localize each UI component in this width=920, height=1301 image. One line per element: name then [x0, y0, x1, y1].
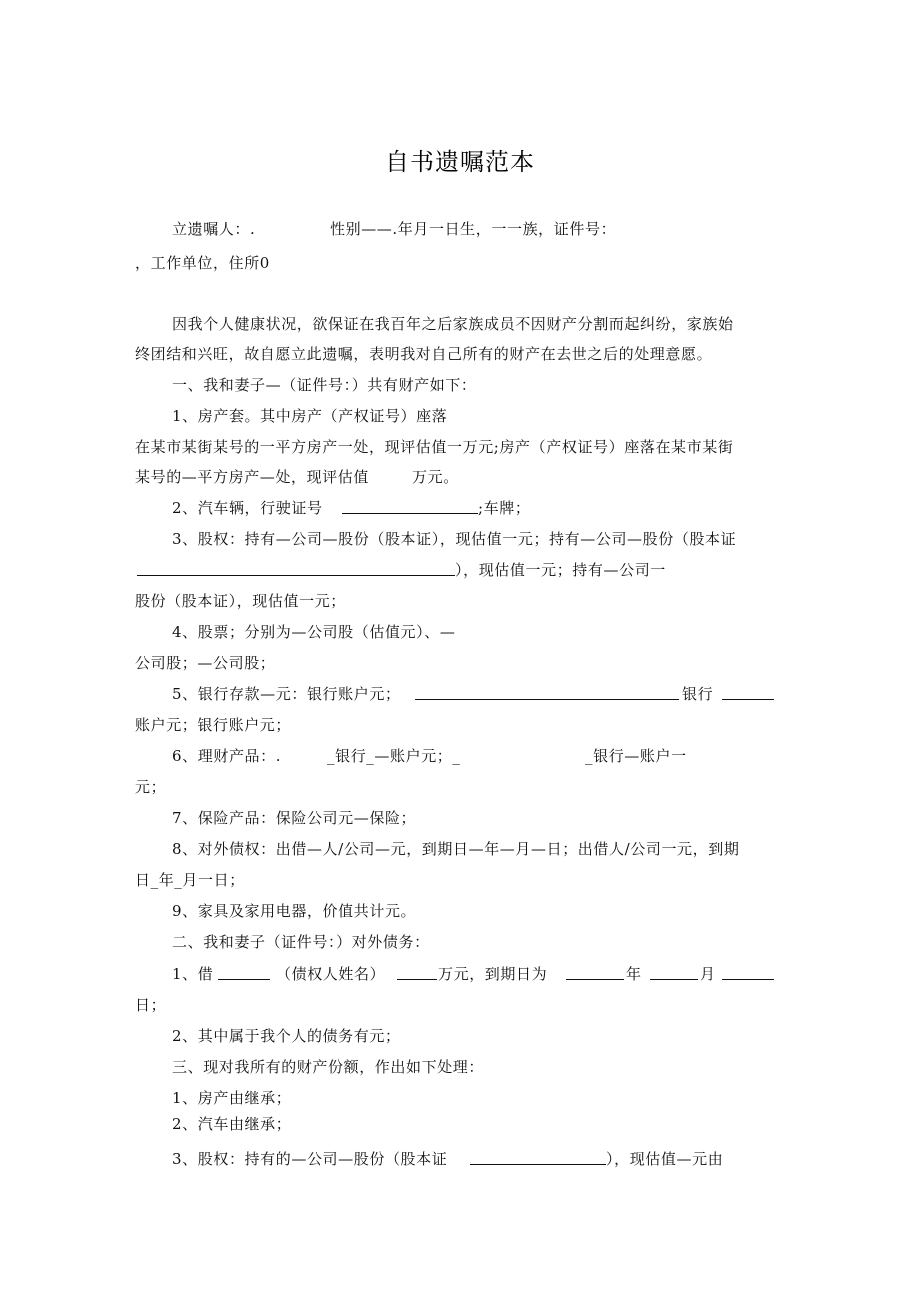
item-1-property-cont-1: 在某市某街某号的一平方房产一处，现评估值一万元;房产（产权证号）座落在某市某街 [135, 438, 734, 456]
item-4-stocks: 4、股票；分别为—公司股（估值元）、— [172, 623, 456, 641]
license-blank [342, 498, 478, 514]
item-5-deposits-cont: 账户元；银行账户元； [135, 716, 292, 734]
item-5-bank: 银行 [682, 685, 714, 703]
disposal-cert-blank [470, 1149, 606, 1165]
section-one-heading: 一、我和妻子—（证件号：）共有财产如下： [172, 376, 477, 394]
item-3-equity: 3、股权：持有—公司—股份（股本证），现估值一元；持有—公司—股份（股本证 [172, 530, 737, 548]
debt-amount-due: 万元，到期日为 [438, 965, 548, 983]
bank-blank-2 [722, 684, 774, 700]
gender-birth-id-field: 性别——.年月一日生，一一族，证件号： [330, 220, 617, 238]
debt-creditor-name: （债权人姓名） [276, 965, 386, 983]
item-9-furniture: 9、家具及家用电器，价值共计元。 [172, 902, 417, 920]
year-blank [566, 964, 624, 980]
disposal-item-3-equity-cont: ），现估值—元由 [606, 1150, 724, 1168]
debt-month: 月 [700, 965, 716, 983]
item-7-insurance: 7、保险产品：保险公司元—保险； [172, 809, 417, 827]
debt-day: 日； [135, 996, 167, 1014]
item-2-vehicle: 2、汽车辆，行驶证号 [172, 499, 323, 517]
section-three-heading: 三、现对我所有的财产份额，作出如下处理： [172, 1058, 485, 1076]
item-3-equity-cont-2: 股份（股本证），现估值一元； [135, 592, 346, 610]
disposal-item-1-property: 1、房产由继承； [172, 1089, 292, 1107]
debt-item-2: 2、其中属于我个人的债务有元； [172, 1027, 401, 1045]
amount-blank [397, 964, 437, 980]
document-title: 自书遗嘱范本 [385, 148, 535, 176]
item-8-claims: 8、对外债权：出借—人/公司—元，到期日—年—月—日；出借人/公司一元，到期 [172, 840, 740, 858]
item-6-financial: 6、理财产品：. [172, 747, 282, 765]
item-6-financial-cont: 元； [135, 778, 167, 796]
debt-item-1-borrow: 1、借 [172, 965, 214, 983]
item-3-equity-cont-1: ），现估值一元；持有—公司一 [455, 561, 666, 579]
section-two-heading: 二、我和妻子（证件号：）对外债务： [172, 933, 430, 951]
workplace-residence-field: ，工作单位，住所0 [135, 254, 270, 272]
equity-cert-blank [137, 560, 455, 576]
item-6-financial-end: _银行—账户一 [585, 747, 687, 765]
item-1-property-cont-3: 万元。 [412, 468, 459, 486]
item-5-deposits: 5、银行存款—元：银行账户元； [172, 685, 401, 703]
borrow-blank [218, 964, 270, 980]
item-8-claims-cont: 日_年_月一日； [135, 871, 245, 889]
bank-account-blank [415, 684, 679, 700]
item-1-property: 1、房产套。其中房产（产权证号）座落 [172, 407, 448, 425]
item-1-property-cont-2: 某号的—平方房产—处，现评估值 [135, 468, 370, 486]
item-2-plate: ;车牌； [478, 499, 531, 517]
testator-field: 立遗嘱人：. [172, 220, 256, 238]
month-blank [650, 964, 698, 980]
preamble-line-1: 因我个人健康状况，欲保证在我百年之后家族成员不因财产分割而起纠纷，家族始 [172, 315, 734, 333]
preamble-line-2: 终团结和兴旺，故自愿立此遗嘱，表明我对自己所有的财产在去世之后的处理意愿。 [135, 345, 713, 363]
day-blank [722, 964, 774, 980]
item-6-financial-mid: _银行_—账户元；_ [327, 747, 461, 765]
disposal-item-3-equity: 3、股权：持有的—公司—股份（股本证 [172, 1150, 448, 1168]
disposal-item-2-vehicle: 2、汽车由继承； [172, 1115, 292, 1133]
debt-year: 年 [626, 965, 642, 983]
item-4-stocks-cont: 公司股；—公司股； [135, 654, 276, 672]
